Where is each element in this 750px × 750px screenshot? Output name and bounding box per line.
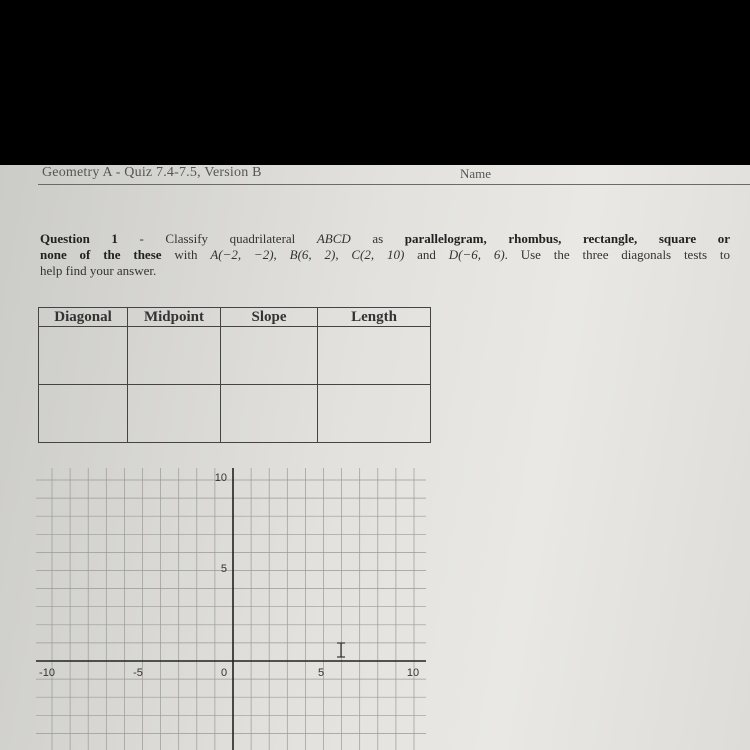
question-1 — [40, 231, 730, 279]
x-tick-label: 5 — [317, 667, 325, 679]
y-tick-label: 10 — [214, 472, 227, 484]
x-tick-label: 0 — [220, 667, 228, 679]
cell-diagonal[interactable] — [39, 327, 128, 385]
table-header-row — [39, 308, 431, 327]
x-tick-label: -5 — [133, 667, 143, 679]
question-line-1: Question 1 - Classify quadrilateral ABCD as parallelogram, rhombus, rectangle, square or — [40, 231, 730, 246]
header-slope: Slope — [221, 308, 318, 327]
question-line-3: help find your answer. — [40, 263, 157, 278]
header-length: Length — [318, 308, 431, 327]
y-tick-label: 5 — [220, 563, 227, 575]
cell-midpoint[interactable] — [128, 385, 221, 443]
point-a: A(−2, −2) — [210, 247, 274, 262]
table-row — [39, 327, 431, 385]
shape-name: ABCD — [316, 231, 351, 246]
text-cursor-icon — [337, 643, 345, 657]
point-b: B(6, 2) — [289, 247, 336, 262]
cell-midpoint[interactable] — [128, 327, 221, 385]
x-tick-label: -10 — [39, 667, 55, 679]
cell-slope[interactable] — [221, 385, 318, 443]
header-diagonal: Diagonal — [39, 308, 128, 327]
classification-options: parallelogram, rhombus, rectangle, square or — [404, 231, 730, 246]
diagonal-table — [38, 307, 431, 443]
point-c: C(2, 10) — [351, 247, 405, 262]
grid-lines — [36, 468, 426, 750]
table-row — [39, 385, 431, 443]
quiz-title: Geometry A - Quiz 7.4-7.5, Version B — [42, 165, 262, 180]
header-rule — [38, 184, 750, 185]
point-d: D(−6, 6) — [448, 247, 505, 262]
question-number: Question 1 — [40, 231, 118, 246]
x-tick-label: 10 — [406, 667, 420, 679]
cell-diagonal[interactable] — [39, 385, 128, 443]
cell-length[interactable] — [318, 385, 431, 443]
question-line-2: none of the these with A(−2, −2), B(6, 2), C(2, 10) and D(−6, 6). Use the three diagonals tests to — [40, 247, 730, 262]
cell-slope[interactable] — [221, 327, 318, 385]
cell-length[interactable] — [318, 327, 431, 385]
coordinate-grid[interactable] — [20, 460, 450, 750]
header-midpoint: Midpoint — [128, 308, 221, 327]
quiz-paper — [0, 165, 750, 750]
name-label: Name — [460, 166, 492, 181]
